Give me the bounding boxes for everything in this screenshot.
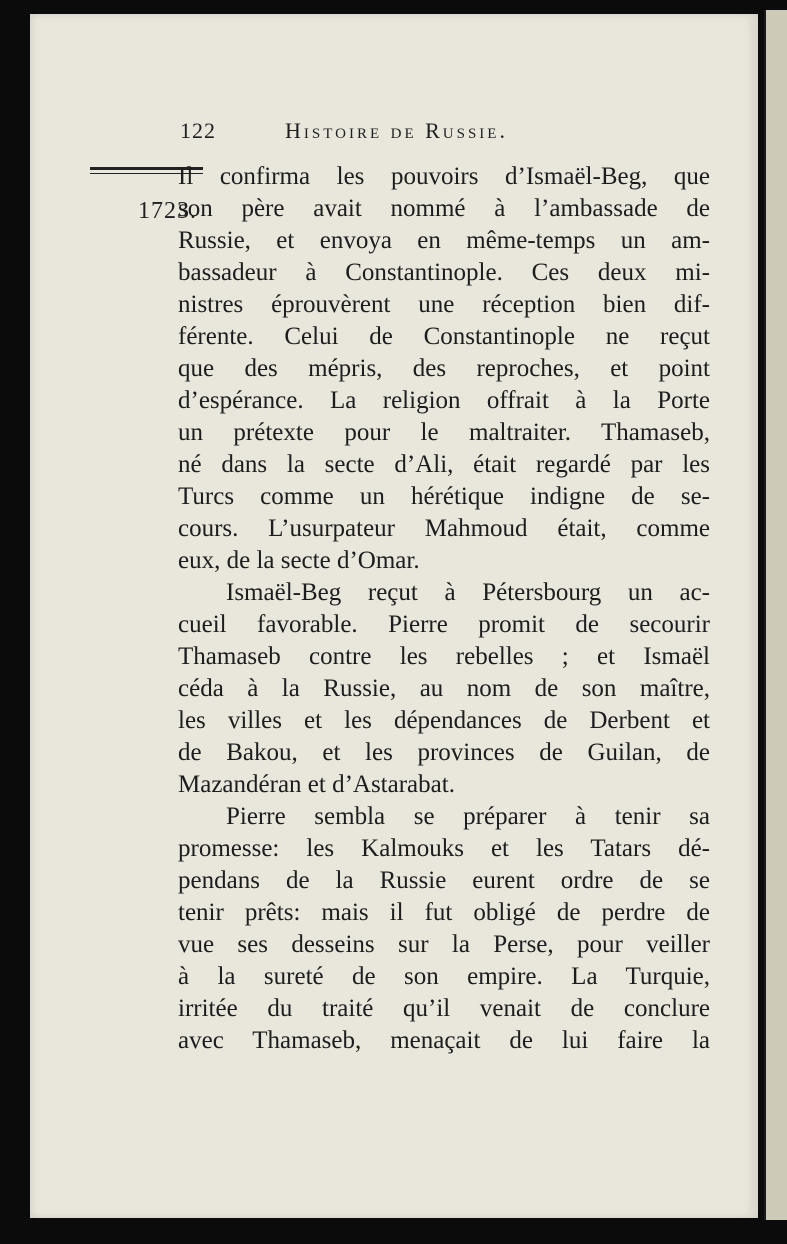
text-line: Ismaël-Beg reçut à Pétersbourg un ac- [226,579,710,606]
paragraph-1 [178,161,710,577]
text-line: de Bakou, et les provinces de Guilan, de [178,739,710,766]
text-line: tenir prêts: mais il fut obligé de perdre de [178,899,710,926]
next-page-edge [764,10,787,1220]
text-line: céda à la Russie, au nom de son maître, [178,675,710,702]
text-line: cueil favorable. Pierre promit de secourir [178,611,710,638]
text-line: que des mépris, des reproches, et point [178,355,710,382]
text-line: promesse: les Kalmouks et les Tatars dé- [178,835,710,862]
text-line: irritée du traité qu’il venait de conclure [178,995,710,1022]
paragraph-2 [178,577,710,801]
text-line: un prétexte pour le maltraiter. Thamaseb, [178,419,710,446]
text-line: les villes et les dépendances de Derbent et [178,707,710,734]
running-title: Histoire de Russie. [285,118,508,143]
text-line: Russie, et envoya en même-temps un am- [178,227,710,254]
book-page [30,14,758,1218]
page-number: 122 [180,118,216,143]
text-line: d’espérance. La religion offrait à la Porte [178,387,710,414]
text-line: né dans la secte d’Ali, était regardé par les [178,451,710,478]
text-line: à la sureté de son empire. La Turquie, [178,963,710,990]
text-line: Mazandéran et d’Astarabat. [178,771,455,798]
text-line: nistres éprouvèrent une réception bien dif- [178,291,710,318]
text-line: cours. L’usurpateur Mahmoud était, comme [178,515,710,542]
text-line: Pierre sembla se préparer à tenir sa [226,803,710,830]
text-line: avec Thamaseb, menaçait de lui faire la [178,1027,710,1054]
page-header [30,118,758,148]
text-line: Il confirma les pouvoirs d’Ismaël-Beg, que [178,163,710,190]
margin-year: 1723. [138,198,197,224]
text-line: vue ses desseins sur la Perse, pour veiller [178,931,710,958]
text-line: pendans de la Russie eurent ordre de se [178,867,710,894]
text-line: férente. Celui de Constantinople ne reçut [178,323,710,350]
text-line: Thamaseb contre les rebelles ; et Ismaël [178,643,710,670]
text-line: bassadeur à Constantinople. Ces deux mi- [178,259,710,286]
text-line: son père avait nommé à l’ambassade de [178,195,710,222]
paragraph-3 [178,801,710,1057]
body-text [178,161,710,1057]
text-line: Turcs comme un hérétique indigne de se- [178,483,710,510]
text-line: eux, de la secte d’Omar. [178,547,420,574]
